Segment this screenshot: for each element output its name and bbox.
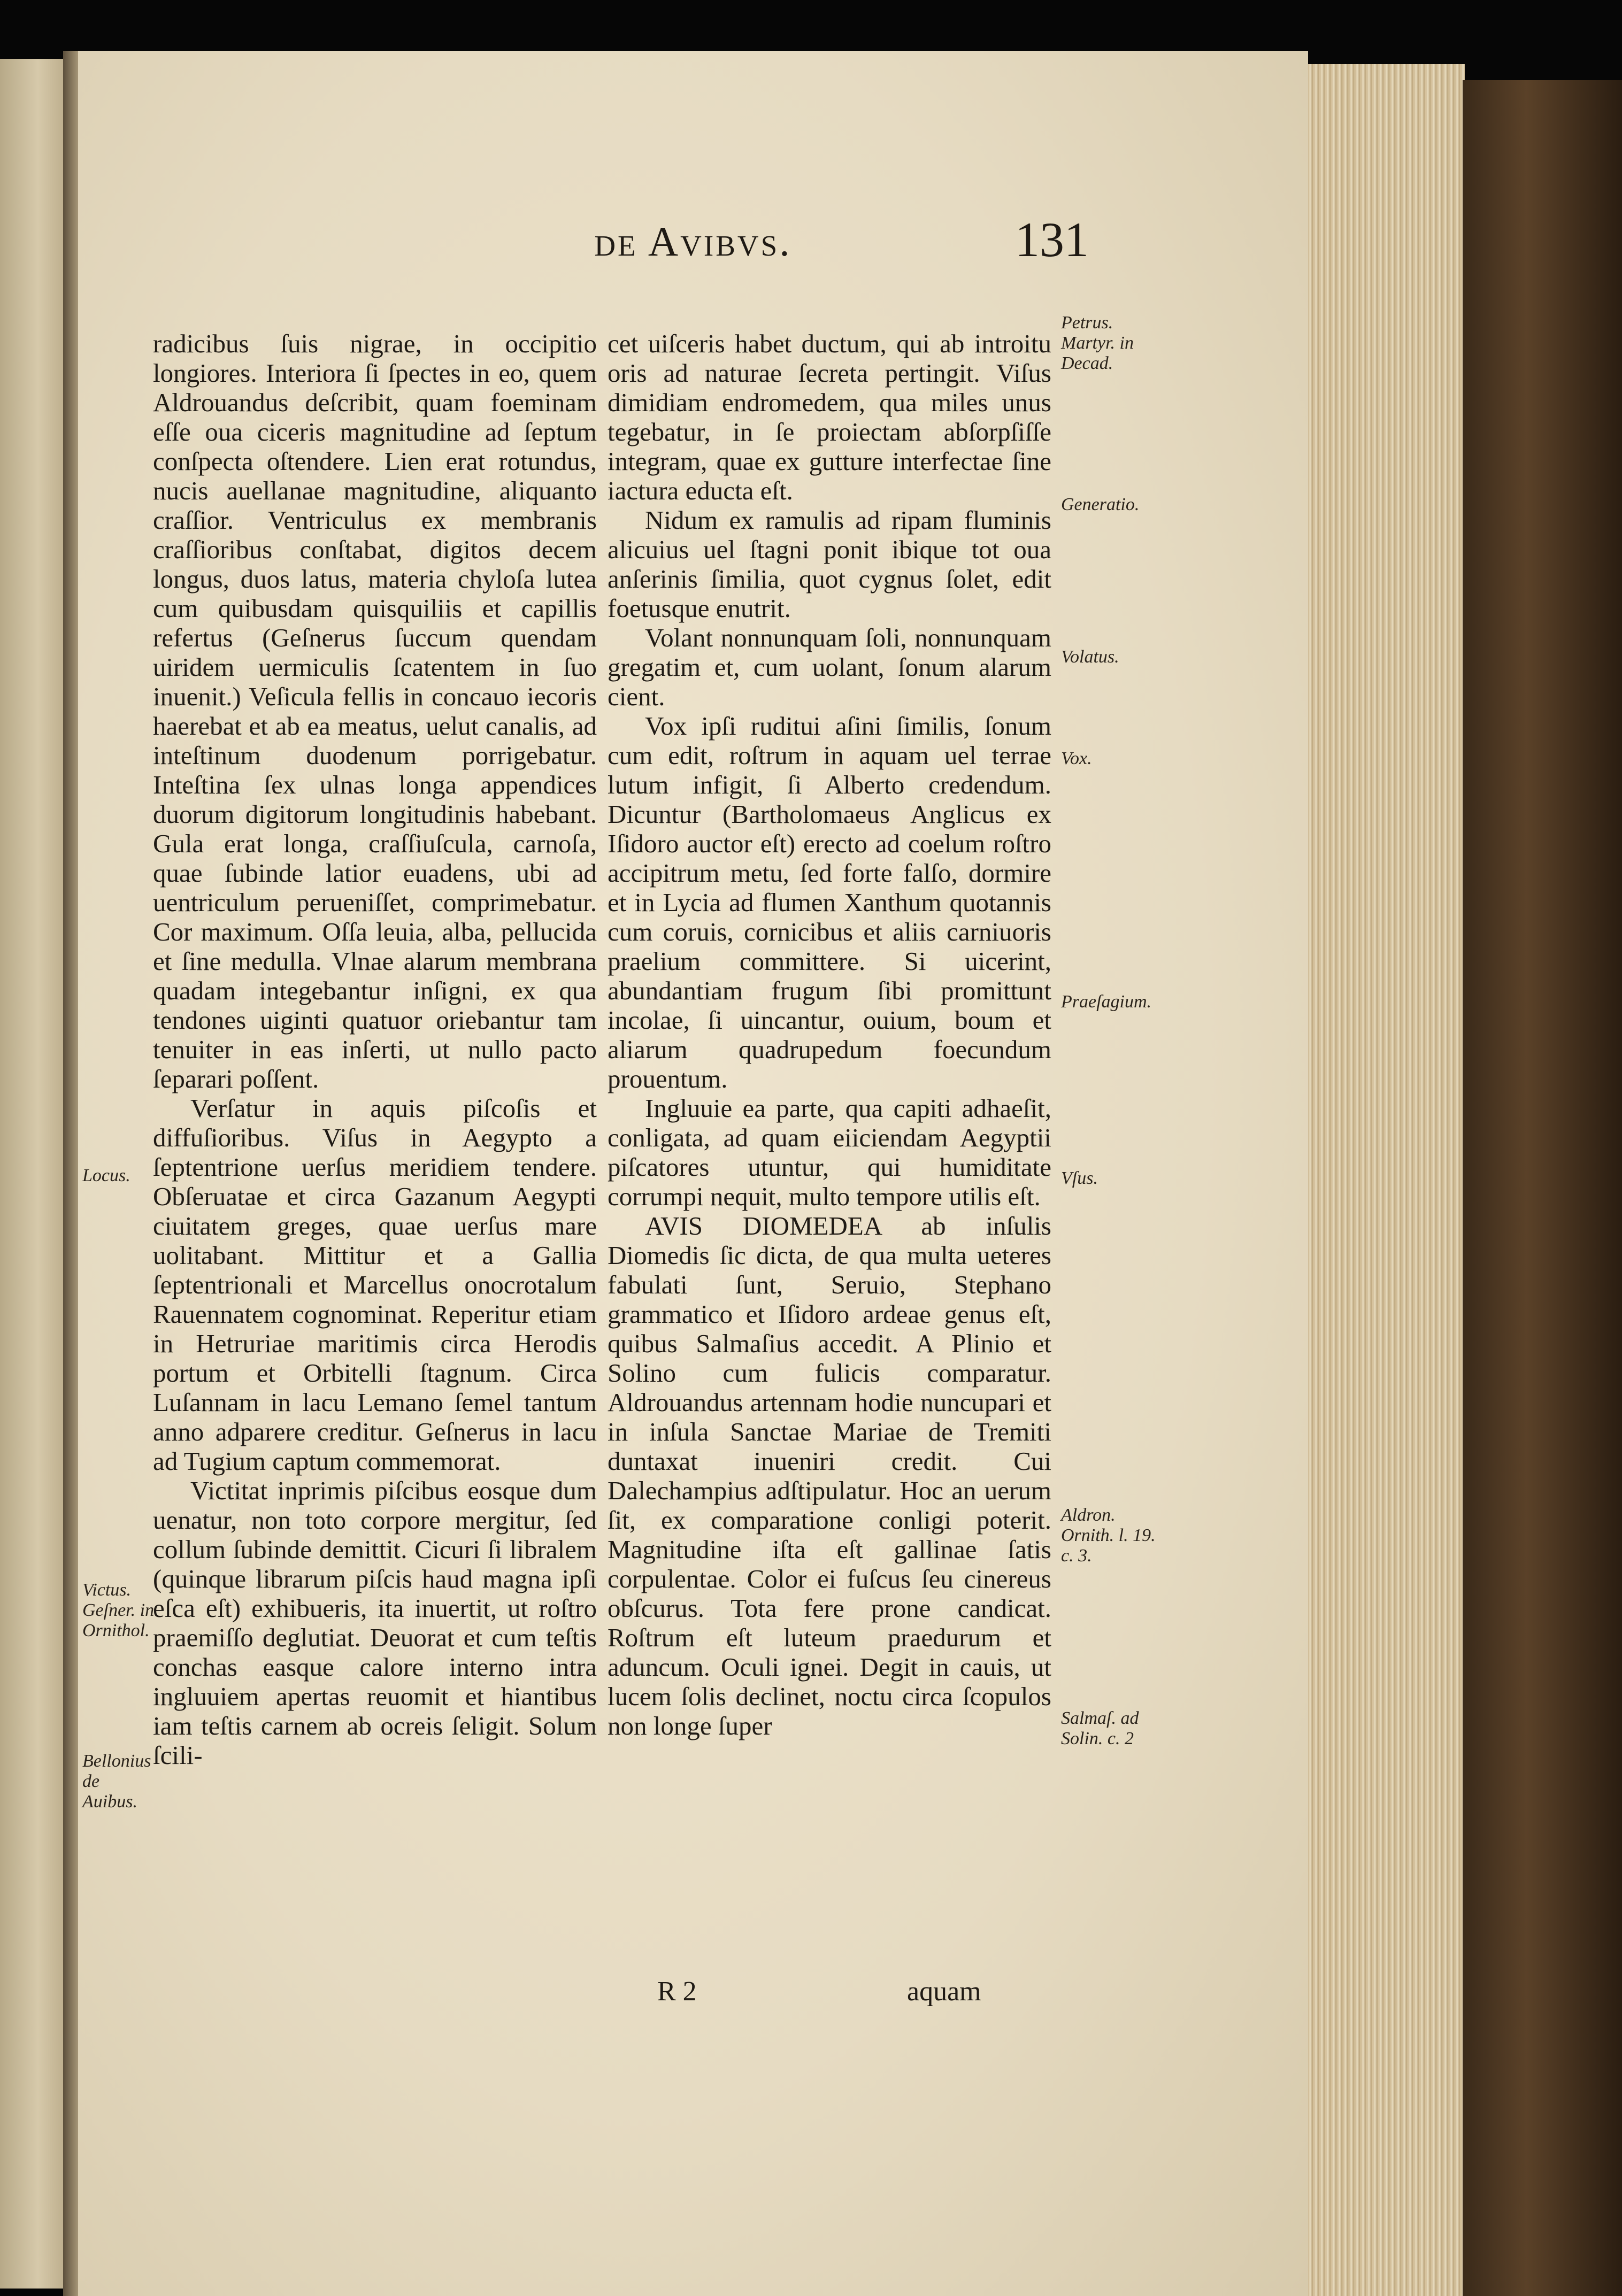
margin-note: Aldron. Ornith. l. 19. c. 3. bbox=[1061, 1505, 1156, 1566]
paragraph: radicibus ſuis nigrae, in occipitio longiores. Interiora ſi ſpectes in eo, quem Aldrouandus deſcribit, quam foeminam eſſe oua ciceris magnitudine ad ſeptum conſpecta oſtendere. Lien erat rotundus, nucis auellanae magnitudine, aliquanto craſſior. Ventriculus ex membranis craſſioribus conſtabat, digitos decem longus, duos latus, materia chyloſa lutea cum quibusdam quisquiliis et capillis refertus (Geſnerus ſuccum quendam uiridem uermiculis ſcatentem in ſuo inuenit.) Veſicula fellis in concauo iecoris haerebat et ab ea meatus, uelut canalis, ad inteſtinum duodenum porrigebatur. Inteſtina ſex ulnas longa appendices duorum digitorum longitudinis habebant. Gula erat longa, craſſiuſcula, carnoſa, quae ſubinde latior euadens, ubi ad uentriculum perueniſſet, comprimebatur. Cor maximum. Oſſa leuia, alba, pellucida et ſine medulla. Vlnae alarum membrana quadam integebantur inſigni, ex qua tendones uiginti quatuor oriebantur tam tenuiter in eas inſerti, ut nullo pacto ſeparari poſſent. bbox=[153, 329, 597, 1093]
paragraph: cet uiſceris habet ductum, qui ab introitu oris ad naturae ſecreta pertingit. Viſus dimidiam endromedem, qua miles unus tegebatur, in ſe proiectam abſorpſiſſe integram, quae ex gutture interfectae ſine iactura educta eſt. bbox=[608, 329, 1051, 505]
margin-note: Generatio. bbox=[1061, 495, 1140, 514]
margin-note: Locus. bbox=[82, 1166, 130, 1185]
right-column bbox=[608, 329, 1051, 1740]
margin-note: Praeſagium. bbox=[1061, 992, 1152, 1012]
paragraph: AVIS DIOMEDEA ab inſulis Diomedis ſic dicta, de qua multa ueteres fabulati ſunt, Seruio, Stephano grammatico et Iſidoro ardeae genus eſt, quibus Salmaſius accedit. A Plinio et Solino cum fulicis comparatur. Aldrouandus artennam hodie nuncupari et in inſula Sanctae Mariae de Tremiti duntaxat inueniri credit. Cui Dalechampius adſtipulatur. Hoc an uerum ſit, ex comparatione conligi poterit. Magnitudine iſta eſt gallinae ſatis corpulentae. Color ei fuſcus ſeu cinereus obſcurus. Tota fere prone candicat. Roſtrum eſt luteum praedurum et aduncum. Oculi ignei. Degit in cauis, ut lucem ſolis declinet, noctu circa ſcopulos non longe ſuper bbox=[608, 1211, 1051, 1740]
catchword: aquam bbox=[907, 1976, 981, 2007]
margin-note: Petrus. Martyr. in Decad. bbox=[1061, 313, 1134, 373]
margin-note: Bellonius de Auibus. bbox=[82, 1751, 151, 1812]
book-cover bbox=[1463, 80, 1622, 2296]
margin-note: Vox. bbox=[1061, 749, 1092, 768]
running-head: de Avibvs. bbox=[594, 218, 792, 265]
paragraph: Vox ipſi ruditui aſini ſimilis, ſonum cum edit, roſtrum in aquam uel terrae lutum infigit, ſi Alberto credendum. Dicuntur (Bartholomaeus Anglicus ex Iſidoro auctor eſt) erecto ad coelum roſtro accipitrum metu, ſed forte falſo, dormire et in Lycia ad flumen Xanthum quotannis cum coruis, cornicibus et aliis carniuoris praelium committere. Si uicerint, abundantiam frugum ſibi promittunt incolae, ſi uincantur, ouium, boum et aliarum quadrupedum foecundum prouentum. bbox=[608, 711, 1051, 1093]
signature-mark: R 2 bbox=[657, 1976, 697, 2007]
paragraph: Volant nonnunquam ſoli, nonnunquam gregatim et, cum uolant, ſonum alarum cient. bbox=[608, 623, 1051, 711]
facing-page-edge bbox=[0, 59, 63, 2289]
paragraph: Nidum ex ramulis ad ripam fluminis alicuius uel ſtagni ponit ibique tot oua anſerinis ſimilia, quot cygnus ſolet, edit foetusque enutrit. bbox=[608, 505, 1051, 623]
margin-note: Salmaſ. ad Solin. c. 2 bbox=[1061, 1708, 1139, 1748]
margin-note: Victus. Geſner. in Ornithol. bbox=[82, 1580, 155, 1640]
book-page bbox=[78, 51, 1308, 2296]
paragraph: Victitat inprimis piſcibus eosque dum uenatur, non toto corpore mergitur, ſed collum ſubinde demittit. Cicuri ſi libralem (quinque librarum piſcis haud magna ipſi eſca eſt) exhibueris, ita inuertit, ut roſtro praemiſſo deglutiat. Deuorat et cum teſtis conchas easque calore interno intra ingluuiem apertas reuomit et hiantibus iam teſtis carnem ab ocreis ſeligit. Solum ſcili- bbox=[153, 1476, 597, 1770]
paragraph: Ingluuie ea parte, qua capiti adhaeſit, conligata, ad quam eiiciendam Aegyptii piſcatores utuntur, qui humiditate corrumpi nequit, multo tempore utilis eſt. bbox=[608, 1093, 1051, 1211]
book-gutter bbox=[63, 51, 78, 2296]
paragraph: Verſatur in aquis piſcoſis et diffuſioribus. Viſus in Aegypto a ſeptentrione uerſus meridiem tendere. Obſeruatae et circa Gazanum Aegypti ciuitatem greges, quae uerſus mare uolitabant. Mittitur et a Gallia ſeptentrionali et Marcellus onocrotalum Rauennatem cognominat. Reperitur etiam in Hetruriae maritimis circa Herodis portum et Orbitelli ſtagnum. Circa Luſannam in lacu Lemano ſemel tantum anno adparere creditur. Geſnerus in lacu ad Tugium captum commemorat. bbox=[153, 1093, 597, 1476]
margin-note: Vſus. bbox=[1061, 1168, 1098, 1188]
left-column bbox=[153, 329, 597, 1770]
page-edges bbox=[1294, 64, 1465, 2296]
margin-note: Volatus. bbox=[1061, 647, 1119, 667]
page-number: 131 bbox=[1015, 212, 1089, 267]
